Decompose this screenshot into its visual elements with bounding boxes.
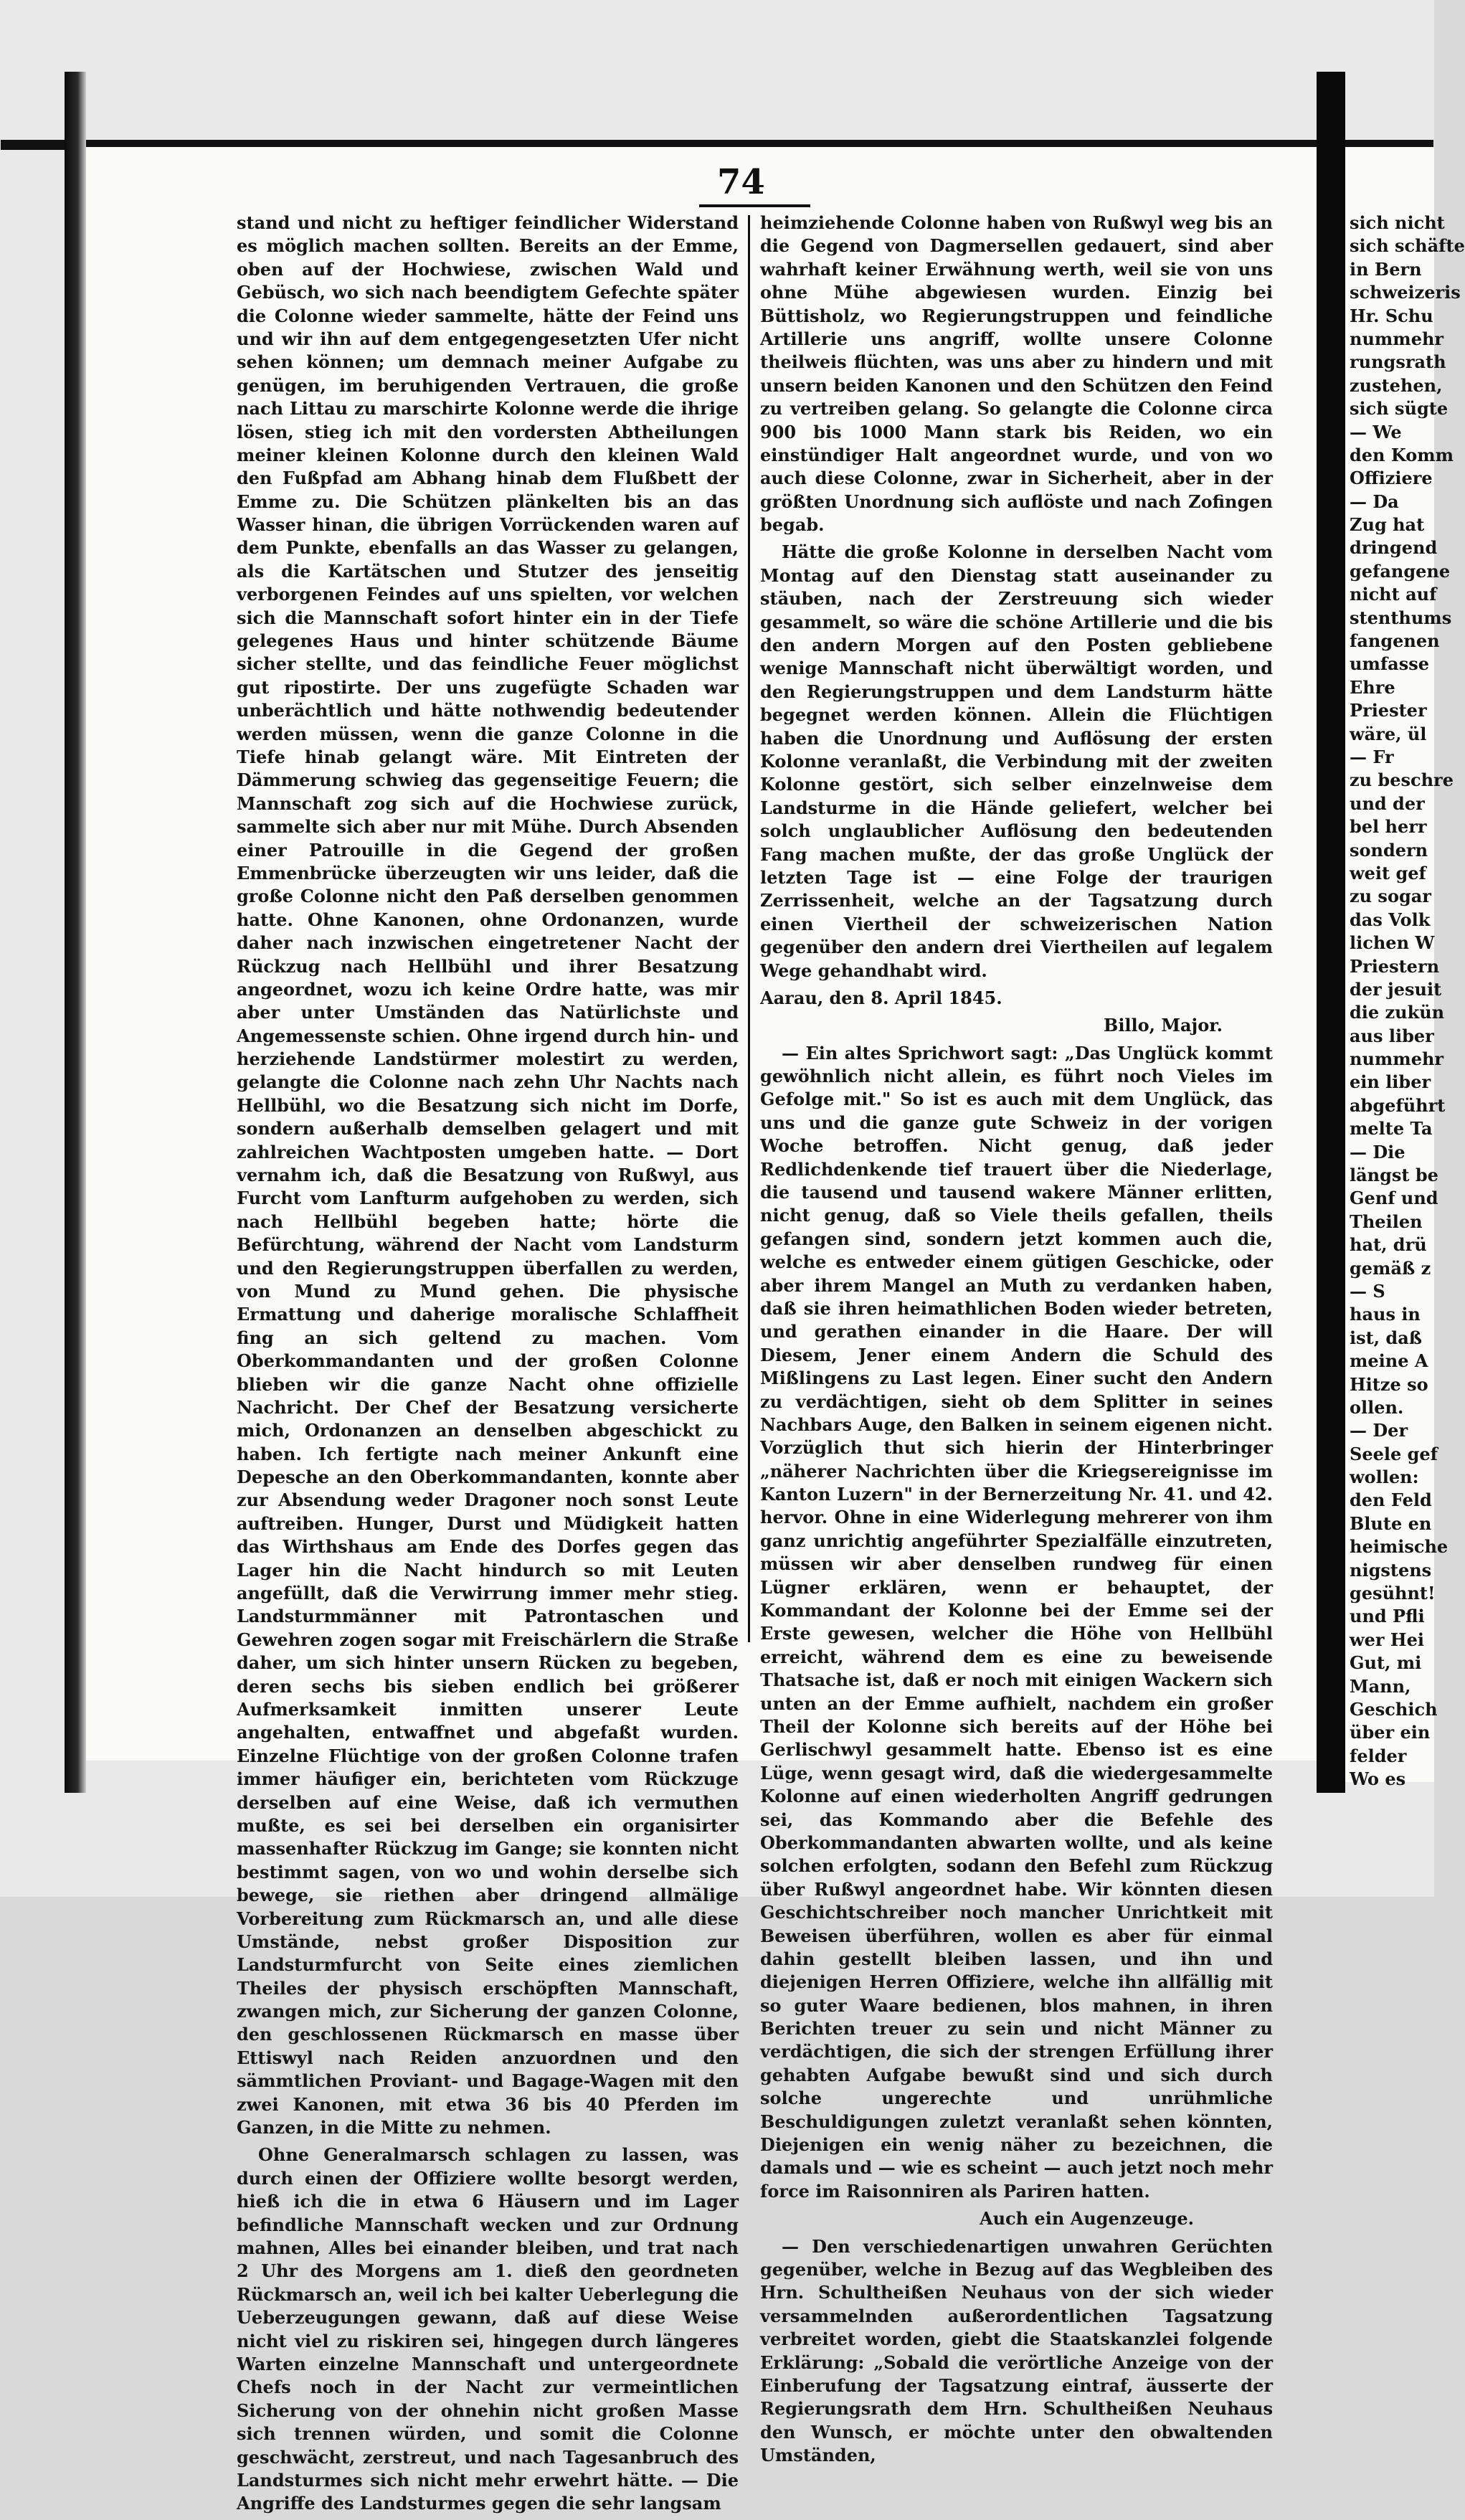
right-paragraph-2: Hätte die große Kolonne in derselben Nacht vom Montag auf den Dienstag statt auseinander zu stäuben, nach der Zerstreuung sich wieder gesammelt, so wäre die schöne Artillerie und die bis den andern Morgen auf den Posten gebliebene wenige Mannschaft nicht überwältigt worden, und den Regierungstruppen und dem Landsturm hätte begegnet werden können. Allein die Flüchtigen haben die Unordnung und Auflösung der ersten Kolonne veranlaßt, die Verbindung mit der zweiten Kolonne gestört, sich selber einzelnweise dem Landsturme in die Hände geliefert, welcher bei solch unglaublicher Auflösung den bedeutenden Fang machen mußte, der das große Unglück der letzten Tage ist — eine Folge der traurigen Zerrissenheit, welche an der Tagsatzung durch einen Viertheil der schweizerischen Nation gegenüber den andern drei Viertheilen auf legalem Wege gehandhabt wird. (760, 541, 1273, 981)
next-page-fragment: den Komm (1350, 444, 1454, 465)
next-page-fragment: zustehen, (1350, 374, 1443, 396)
next-page-fragment: Offiziere (1350, 468, 1433, 489)
gutter-shadow (1317, 72, 1345, 1793)
next-page-fragment: weit gef (1350, 862, 1426, 884)
next-page-fragment: stenthums (1350, 607, 1452, 628)
next-page-fragment: den Feld (1350, 1489, 1432, 1511)
left-paragraph-1: stand und nicht zu heftiger feindlicher Widerstand es möglich machen sollten. Bereits an der Emme, oben auf der Hochwiese, zwischen Wald und Gebüsch, wo sich nach beendigtem Gefechte später die Colonne wieder sammelte, hätte der Feind uns und wir ihn auf dem entgegengesetzten Ufer nicht sehen können; um demnach meiner Aufgabe zu genügen, im beruhigenden Vertrauen, die große nach Littau zu marschirte Kolonne werde die ihrige lösen, stieg ich mit den vordersten Abtheilungen meiner kleinen Kolonne durch den kleinen Wald den Fußpfad am Abhang hinab dem Flußbett der Emme zu. Die Schützen plänkelten bis an das Wasser hinan, die übrigen Vorrückenden waren auf dem Punkte, ebenfalls an das Wasser zu gelangen, als die Kartätschen und Stutzer des jenseitig verborgenen Feindes auf uns spielten, vor welchen sich die Mannschaft sofort hinter ein in der Tiefe gelegenes Haus und hinter schützende Bäume sicher stellte, und das feindliche Feuer möglichst gut ripostirte. Der uns zugefügte Schaden war unberächtlich und hätte nothwendig bedeutender werden müssen, wenn die ganze Colonne in die Tiefe hinab gelangt wäre. Mit Eintreten der Dämmerung schwieg das gegenseitige Feuern; die Mannschaft zog sich auf die Hochwiese zurück, sammelte sich aber nur mit Mühe. Durch Absenden einer Patrouille in die Gegend der großen Emmenbrücke überzeugten wir uns leider, daß die große Colonne nicht den Paß derselben genommen hatte. Ohne Kanonen, ohne Ordonanzen, wurde daher nach inzwischen eingetretener Nacht der Rückzug nach Hellbühl und ihrer Besatzung angeordnet, wozu ich keine Ordre hatte, was mir aber unter Umständen das Natürlichste und Angemessenste schien. Ohne irgend durch hin- und herziehende Landstürmer molestirt zu werden, gelangte die Colonne nach zehn Uhr Nachts nach Hellbühl, wo die Besatzung sich nicht im Dorfe, sondern außerhalb demselben gelagert und mit zahlreichen Wachtposten umgeben hatte. — Dort vernahm ich, daß die Besatzung von Rußwyl, aus Furcht vom Lanfturm aufgehoben zu werden, sich nach Hellbühl begeben hatte; hörte die Befürchtung, während der Nacht vom Landsturm und den Regierungstruppen überfallen zu werden, von Mund zu Mund gehen. Die physische Ermattung und daherige moralische Schlaffheit fing an sich geltend zu machen. Vom Oberkommandanten und der großen Colonne blieben wir die ganze Nacht ohne offizielle Nachricht. Der Chef der Besatzung versicherte mich, Ordonanzen an denselben abgeschickt zu haben. Ich fertigte nach meiner Ankunft eine Depesche an den Oberkommandanten, konnte aber zur Absendung weder Dragoner noch sonst Leute auftreiben. Hunger, Durst und Müdigkeit hatten das Wirthshaus am Ende des Dorfes gegen das Lager hin die Nacht hindurch so mit Leuten angefüllt, daß die Verwirrung immer mehr stieg. Landsturmmänner mit Patrontaschen und Gewehren zogen sogar mit Freischärlern die Straße daher, um sich hinter unsern Rücken zu begeben, deren sechs bis sieben endlich bei größerer Aufmerksamkeit inmitten unserer Leute angehalten, entwaffnet und abgefaßt wurden. Einzelne Flüchtige von der großen Colonne trafen immer häufiger ein, berichteten vom Rückzuge derselben auf eine Weise, daß ich vermuthen mußte, es sei bei derselben ein organisirter massenhafter Rückzug im Gange; sie konnten nicht bestimmt sagen, von wo und wohin derselbe sich bewege, sie riethen aber dringend allmälige Vorbereitung zum Rückmarsch an, und alle diese Umstände, nebst großer Disposition zur Landsturmfurcht von Seite eines ziemlichen Theiles der physisch erschöpften Mannschaft, zwangen mich, zur Sicherung der ganzen Colonne, den geschlossenen Rückmarsch en masse über Ettiswyl nach Reiden anzuordnen und den sämmtlichen Proviant- und Bagage-Wagen mit den zwei Kanonen, mit etwa 36 bis 40 Pferden im Ganzen, in die Mitte zu nehmen. (237, 212, 739, 2138)
next-page-fragment: umfasse (1350, 653, 1430, 675)
next-page-fragment: Geschich (1350, 1699, 1438, 1720)
next-page-fragment: Genf und (1350, 1188, 1438, 1209)
next-page-fragment: die zukün (1350, 1002, 1445, 1023)
next-page-edge (1345, 147, 1465, 1790)
next-page-fragment: sondern (1350, 839, 1428, 861)
next-page-fragment: rungsrath (1350, 351, 1446, 373)
next-page-fragment: in Bern (1350, 258, 1422, 280)
next-page-fragment: der jesuit (1350, 978, 1442, 1000)
next-page-fragment: dringend (1350, 537, 1438, 559)
next-page-fragment: wer Hei (1350, 1629, 1424, 1650)
left-column (237, 212, 739, 2520)
next-page-fragment: nicht auf (1350, 584, 1437, 605)
next-page-fragment: — Die (1350, 1141, 1405, 1162)
next-page-fragment: fangenen (1350, 630, 1440, 652)
next-page-fragment: Wo es (1350, 1768, 1406, 1790)
next-page-fragment: — We (1350, 421, 1402, 442)
next-page-fragment: heimische (1350, 1536, 1449, 1558)
next-page-fragment: felder (1350, 1745, 1407, 1766)
next-page-fragment: — S (1350, 1280, 1385, 1302)
next-page-fragment: gesühnt! (1350, 1583, 1436, 1604)
next-page-fragment: bel herr (1350, 816, 1427, 838)
next-page-fragment: Priester (1350, 700, 1427, 721)
next-page-fragment: ist, daß (1350, 1327, 1422, 1348)
next-page-fragment: nummehr (1350, 328, 1444, 349)
page-number-rule (699, 204, 810, 207)
next-page-fragment: meine A (1350, 1350, 1428, 1372)
place-date: Aarau, den 8. April 1845. (760, 987, 1002, 1008)
next-page-fragments (1345, 212, 1465, 1791)
right-column (760, 212, 1273, 2472)
next-page-fragment: schweizeris (1350, 282, 1461, 303)
left-paragraph-2: Ohne Generalmarsch schlagen zu lassen, was durch einen der Offiziere wollte besorgt werden, hieß ich die in etwa 6 Häusern und im Lager befindliche Mannschaft wecken und zur Ordnung mahnen, Alles bei einander bleiben, und trat nach 2 Uhr des Morgens am 1. dieß den geordneten Rückmarsch an, weil ich bei kalter Ueberlegung die Ueberzeugungen gewann, daß auf diese Weise nicht viel zu riskiren sei, hingegen durch längeres Warten einzelne Mannschaft und untergeordnete Chefs noch in der Nacht zur vermeintlichen Sicherung von der ohnehin nicht großen Masse sich trennen würden, und somit die Colonne geschwächt, zerstreut, und nach Tagesanbruch des Landsturmes sich nicht mehr erwehrt hätte. — Die Angriffe des Landsturmes gegen die sehr langsam (237, 2144, 739, 2514)
next-page-fragment: gemäß z (1350, 1257, 1431, 1279)
next-page-fragment: aus liber (1350, 1025, 1434, 1046)
signature: Billo, Major. (1104, 1015, 1223, 1036)
next-page-fragment: Hr. Schu (1350, 305, 1433, 326)
next-page-fragment: zu beschre (1350, 769, 1454, 791)
next-page-fragment: sich sügte (1350, 398, 1449, 420)
next-page-fragment: Gut, mi (1350, 1652, 1422, 1674)
next-page-fragment: Ehre (1350, 676, 1395, 698)
next-page-fragment: wäre, ül (1350, 723, 1427, 744)
next-page-fragment: ein liber (1350, 1071, 1431, 1093)
right-paragraph-1: heimziehende Colonne haben von Rußwyl weg bis an die Gegend von Dagmersellen gedauert, sind aber wahrhaft keiner Erwähnung werth, weil sie von uns ohne Mühe abgewiesen wurden. Einzig bei Büttisholz, wo Regierungstruppen und feindliche Artillerie uns angriff, wollte unsere Colonne theilweis flüchten, was uns aber zu hindern und mit unsern beiden Kanonen und den Schützen den Feind zu vertreiben gelang. So gelangte die Colonne circa 900 bis 1000 Mann stark bis Reiden, wo ein einstündiger Halt angeordnet wurde, und von wo auch diese Colonne, zwar in Sicherheit, aber in der größten Unordnung sich auflöste und nach Zofingen begab. (760, 212, 1273, 536)
next-page-fragment: hat, drü (1350, 1234, 1427, 1256)
next-page-fragment: nigstens (1350, 1559, 1432, 1581)
next-page-fragment: über ein (1350, 1722, 1431, 1743)
next-page-fragment: ollen. (1350, 1396, 1404, 1418)
page-number: 74 (717, 162, 765, 202)
next-page-fragment: lichen W (1350, 932, 1435, 954)
right-paragraph-4: — Den verschiedenartigen unwahren Gerüchten gegenüber, welche in Bezug auf das Wegbleiben des Hrn. Schultheißen Neuhaus von der sich wieder versammelnden außerordentlichen Tagsatzung verbreitet worden, giebt die Staatskanzlei folgende Erklärung: „Sobald die verörtliche Anzeige von der Einberufung der Tagsatzung eintraf, äusserte der Regierungsrath dem Hrn. Schultheißen Neuhaus den Wunsch, er möchte unter den obwaltenden Umständen, (760, 2235, 1273, 2466)
next-page-fragment: das Volk (1350, 909, 1431, 930)
next-page-fragment: melte Ta (1350, 1118, 1433, 1140)
next-page-fragment: Priestern (1350, 955, 1440, 977)
next-page-fragment: längst be (1350, 1165, 1438, 1186)
next-page-fragment: nummehr (1350, 1048, 1444, 1070)
binding-edge (65, 72, 86, 1793)
next-page-fragment: gefangene (1350, 560, 1451, 582)
next-page-fragment: Theilen (1350, 1211, 1423, 1232)
next-page-fragment: Mann, (1350, 1675, 1411, 1697)
next-page-fragment: sich schäfte (1350, 235, 1465, 257)
next-page-fragment: und Pfli (1350, 1606, 1425, 1627)
next-page-fragment: und der (1350, 792, 1425, 814)
next-page-fragment: — Fr (1350, 746, 1394, 767)
next-page-fragment: Zug hat (1350, 514, 1425, 536)
next-page-fragment: wollen: (1350, 1467, 1419, 1488)
next-page-fragment: haus in (1350, 1304, 1421, 1325)
next-page-fragment: abgeführt (1350, 1094, 1446, 1116)
next-page-fragment: Blute en (1350, 1512, 1432, 1534)
next-page-fragment: Hitze so (1350, 1373, 1428, 1395)
right-paragraph-3: — Ein altes Sprichwort sagt: „Das Unglück kommt gewöhnlich nicht allein, es führt noch Vieles im Gefolge mit." So ist es auch mit dem Unglück, das uns und die ganze gute Schweiz in der vorigen Woche betroffen. Nicht genug, daß jeder Redlichdenkende tief trauert über die Niederlage, die tausend und tausend wakere Männer erlitten, nicht genug, daß so Viele theils gefallen, theils gefangen sind, sondern jetzt kommen auch die, welche es entweder einem gütigen Geschicke, oder aber ihrem Mangel an Muth zu verdanken haben, daß sie ihren heimathlichen Boden wieder betreten, und gerathen einander in die Haare. Der will Diesem, Jener einem Andern die Schuld des Mißlingens zu Last legen. Einer sucht den Andern zu verdächtigen, sieht ob dem Splitter in seines Nachbars Auge, den Balken in seinem eigenen nicht. Vorzüglich thut sich hierin der Hinterbringer „näherer Nachrichten über die Kriegsereignisse im Kanton Luzern" in der Bernerzeitung Nr. 41. und 42. hervor. Ohne in eine Widerlegung mehrerer von ihm ganz unrichtig angeführter Spezialfälle einzutreten, müssen wir aber denselben rundweg für einen Lügner erklären, wenn er behauptet, der Kommandant der Kolonne bei der Emme sei der Erste gewesen, welcher die Höhe von Hellbühl erreicht, während dem es eine zu beweisende Thatsache ist, daß er noch mit einigen Wackern sich unten an der Emme aufhielt, nachdem ein großer Theil der Kolonne sich bereits auf der Höhe bei Gerlischwyl gesammelt hatte. Ebenso ist es eine Lüge, wenn gesagt wird, daß die wiedergesammelte Kolonne auf einen wiederholten Angriff gedrungen sei, das Kommando aber die Befehle des Oberkommandanten abwarten wollte, und als keine solchen erfolgten, sodann den Befehl zum Rückzug über Rußwyl angeordnet habe. Wir könnten diesen Geschichtschreiber noch mancher Unrichtkeit mit Beweisen überführen, wollen es aber für einmal dahin gestellt bleiben lassen, und ihn und diejenigen Herren Offiziere, welche ihn allfällig mit so guter Waare bedienen, blos mahnen, in ihren Berichten treuer zu sein und nicht Männer zu verdächtigen, die sich der strengen Erfüllung ihrer gehabten Aufgabe bewußt sind und sich durch solche ungerechte und unrühmliche Beschuldigungen zuletzt veranlaßt sehen könnten, Diejenigen ein wenig näher zu bezeichnen, die damals und — wie es scheint — auch jetzt noch mehr force im Raisonniren als Pariren hatten. (760, 1042, 1273, 2202)
next-page-fragment: — Da (1350, 491, 1399, 512)
column-rule (748, 215, 750, 1642)
next-page-fragment: — Der (1350, 1420, 1408, 1441)
eyewitness-signature: Auch ein Augenzeuge. (979, 2208, 1194, 2230)
next-page-fragment: Seele gef (1350, 1443, 1438, 1464)
next-page-fragment: zu sogar (1350, 886, 1431, 907)
next-page-fragment: sich nicht (1350, 212, 1445, 233)
